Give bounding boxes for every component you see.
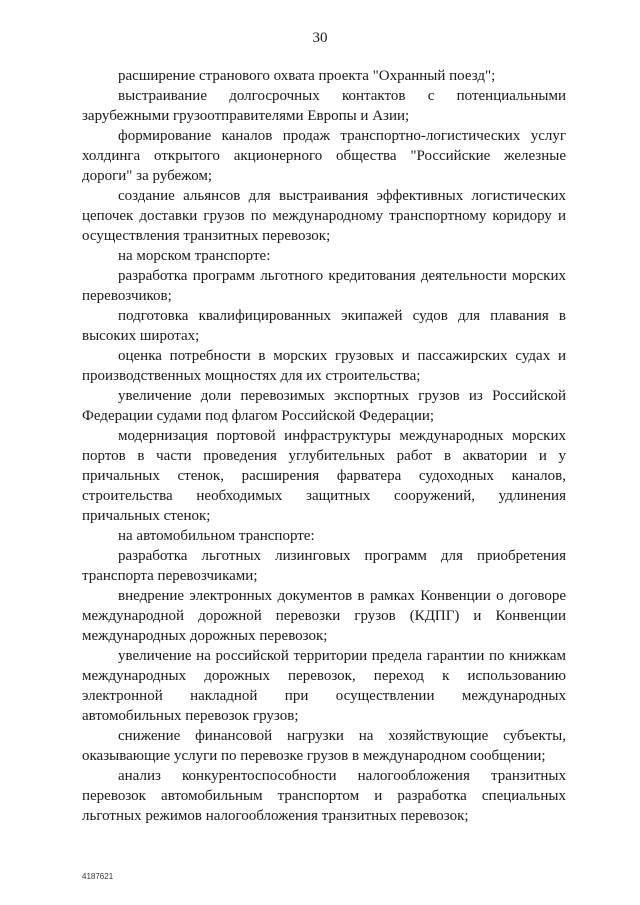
paragraph: увеличение доли перевозимых экспортных грузов из Российской Федерации судами под флагом Российской Федерации; — [82, 388, 566, 424]
paragraph: внедрение электронных документов в рамках Конвенции о договоре международной дорожной перевозки грузов (КДПГ) и Конвенции международных дорожных перевозок; — [82, 588, 566, 644]
paragraph: расширение странового охвата проекта "Охранный поезд"; — [118, 68, 496, 84]
document-body — [82, 66, 566, 826]
paragraph: анализ конкурентоспособности налогообложения транзитных перевозок автомобильным транспортом и разработка специальных льготных режимов налогообложения транзитных перевозок; — [82, 768, 566, 824]
section-heading: на морском транспорте: — [118, 248, 271, 264]
paragraph: модернизация портовой инфраструктуры международных морских портов в части проведения углубительных работ в акватории и у причальных стенок, расширения фарватера судоходных каналов, строительства необходимых защитных сооружений, удлинения причальных стенок; — [82, 428, 566, 524]
paragraph: выстраивание долгосрочных контактов с потенциальными зарубежными грузоотправителями Европы и Азии; — [82, 88, 566, 124]
paragraph: снижение финансовой нагрузки на хозяйствующие субъекты, оказывающие услуги по перевозке грузов в международном сообщении; — [82, 728, 566, 764]
paragraph: разработка льготных лизинговых программ для приобретения транспорта перевозчиками; — [82, 548, 566, 584]
paragraph: оценка потребности в морских грузовых и пассажирских судах и производственных мощностях для их строительства; — [82, 348, 566, 384]
paragraph: разработка программ льготного кредитования деятельности морских перевозчиков; — [82, 268, 566, 304]
page-number: 30 — [312, 30, 328, 46]
document-code: 4187621 — [82, 872, 114, 881]
paragraph: увеличение на российской территории предела гарантии по книжкам международных дорожных перевозок, переход к использованию электронной накладной при осуществлении международных автомобильных перевозок грузов; — [82, 648, 566, 724]
paragraph: создание альянсов для выстраивания эффективных логистических цепочек доставки грузов по международному транспортному коридору и осуществления транзитных перевозок; — [82, 188, 566, 244]
paragraph: формирование каналов продаж транспортно-логистических услуг холдинга открытого акционерного общества "Российские железные дороги" за рубежом; — [82, 128, 566, 184]
section-heading: на автомобильном транспорте: — [118, 528, 315, 544]
paragraph: подготовка квалифицированных экипажей судов для плавания в высоких широтах; — [82, 308, 566, 344]
